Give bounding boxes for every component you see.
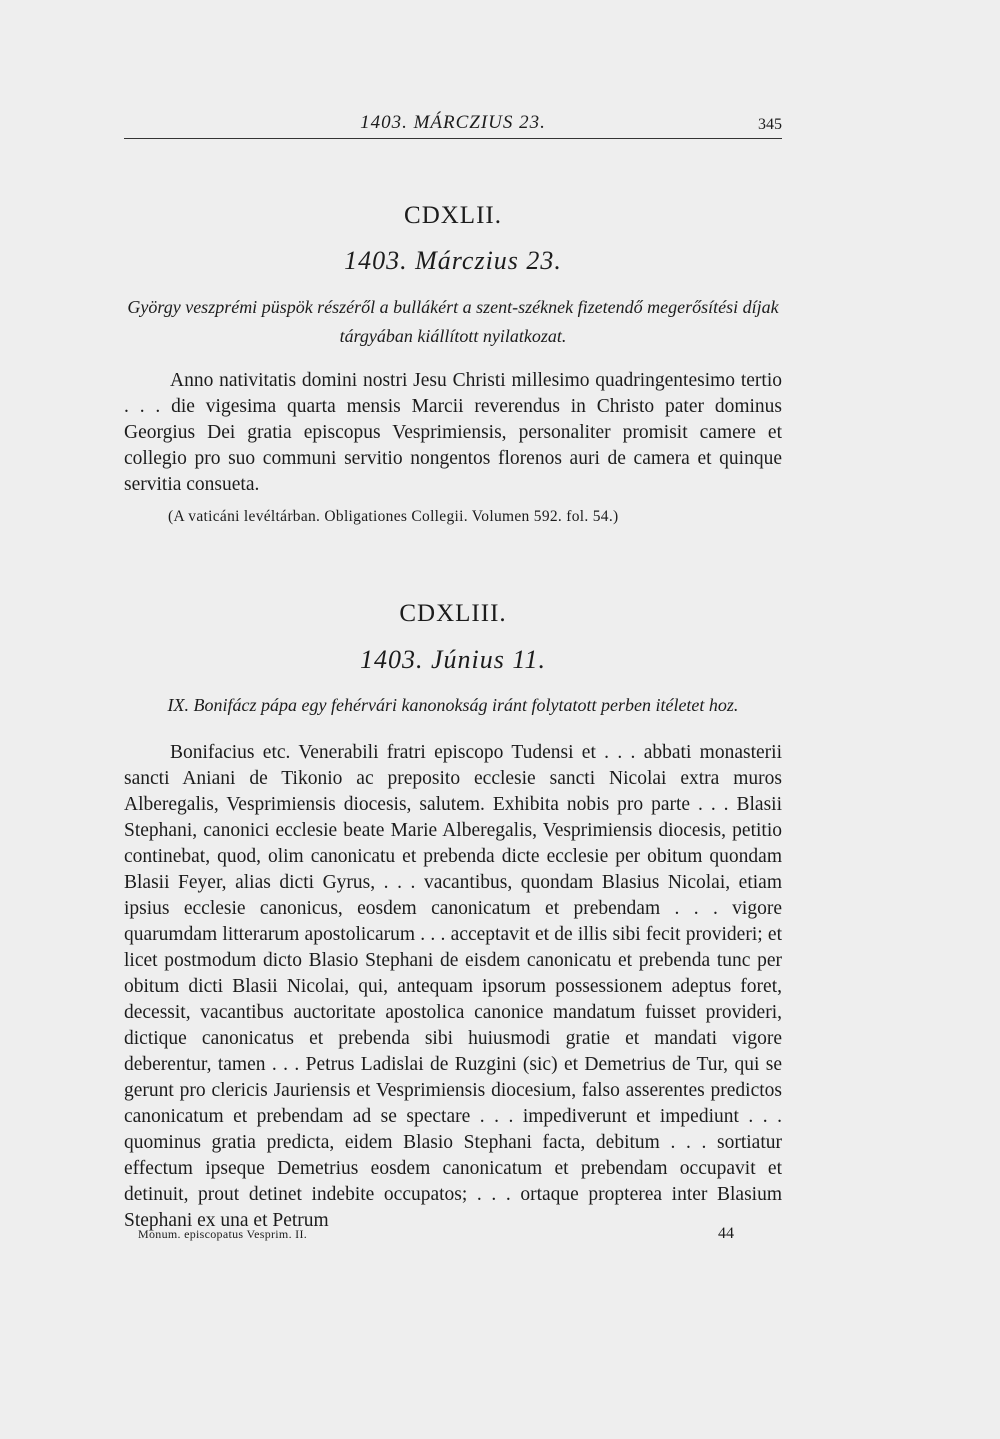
footer-signature: 44 bbox=[718, 1225, 734, 1242]
doc2-summary: IX. Bonifácz pápa egy fehérvári kanonokság iránt folytatott perben itéletet hoz. bbox=[167, 695, 739, 715]
page-number: 345 bbox=[758, 116, 782, 133]
doc1-paragraph: Anno nativitatis domini nostri Jesu Christi millesimo quadringentesimo tertio . . . die vigesima quarta mensis Marcii reverendus in Christo pater dominus Georgius Dei gratia episcopus Vesprimiensis, personaliter promisit camere et collegio pro suo communi servitio nongentos florenos auri de camera et quinque servitia consueta. bbox=[124, 370, 782, 495]
doc2-body bbox=[124, 740, 782, 1234]
doc1-summary bbox=[124, 293, 782, 351]
doc2-date: 1403. Június 11. bbox=[360, 645, 546, 674]
doc1-source: (A vaticáni levéltárban. Obligationes Collegii. Volumen 592. fol. 54.) bbox=[168, 508, 619, 525]
running-header bbox=[124, 112, 782, 139]
running-title: 1403. MÁRCZIUS 23. bbox=[360, 112, 546, 133]
doc1-summary-line2: tárgyában kiállított nyilatkozat. bbox=[339, 326, 567, 346]
doc1-number: CDXLII. bbox=[404, 202, 502, 229]
doc1-summary-line1: György veszprémi püspök részéről a bullákért a szent-széknek fizetendő megerősítési díjak bbox=[127, 297, 779, 317]
doc2-paragraph: Bonifacius etc. Venerabili fratri episcopo Tudensi et . . . abbati monasterii sancti Aniani de Tikonio ac preposito ecclesie sancti Nicolai extra muros Alberegalis, Vesprimiensis diocesis, salutem. Exhibita nobis pro parte . . . Blasii Stephani, canonici ecclesie beate Marie Alberegalis, Vesprimiensis diocesis, petitio continebat, quod, olim canonicatu et prebenda dicte ecclesie per obitum quondam Blasii Feyer, alias dicti Gyrus, . . . vacantibus, quondam Blasius Nicolai, etiam ipsius ecclesie canonicus, eosdem canonicatum et prebendam . . . vigore quarumdam litterarum apostolicarum . . . acceptavit et de illis sibi fecit provideri; et licet postmodum dicto Blasio Stephani de eisdem canonicatu et prebenda tunc per obitum dicti Blasii Nicolai, qui, antequam ipsorum possessionem adeptus foret, decessit, vacantibus auctoritate apostolica canonice mandatum fuisset provideri, dictique canonicatus et prebenda sibi huiusmodi gratie et mandati vigore deberentur, tamen . . . Petrus Ladislai de Ruzgini (sic) et Demetrius de Tur, qui se gerunt pro clericis Jauriensis et Vesprimiensis diocesium, falso asserentes predictos canonicatum et prebendam ad se spectare . . . impediverunt et impediunt . . . quominus gratia predicta, eidem Blasio Stephani facta, debitum . . . sortiatur effectum ipseque Demetrius eosdem canonicatum et prebendam occupavit et detinuit, prout detinet indebite occupatos; . . . ortaque propterea inter Blasium Stephani ex una et Petrum bbox=[124, 742, 782, 1231]
doc2-number: CDXLIII. bbox=[399, 600, 507, 627]
doc1-body bbox=[124, 368, 782, 498]
doc1-date: 1403. Márczius 23. bbox=[344, 246, 562, 275]
footer-series: Monum. episcopatus Vesprim. II. bbox=[138, 1227, 308, 1241]
